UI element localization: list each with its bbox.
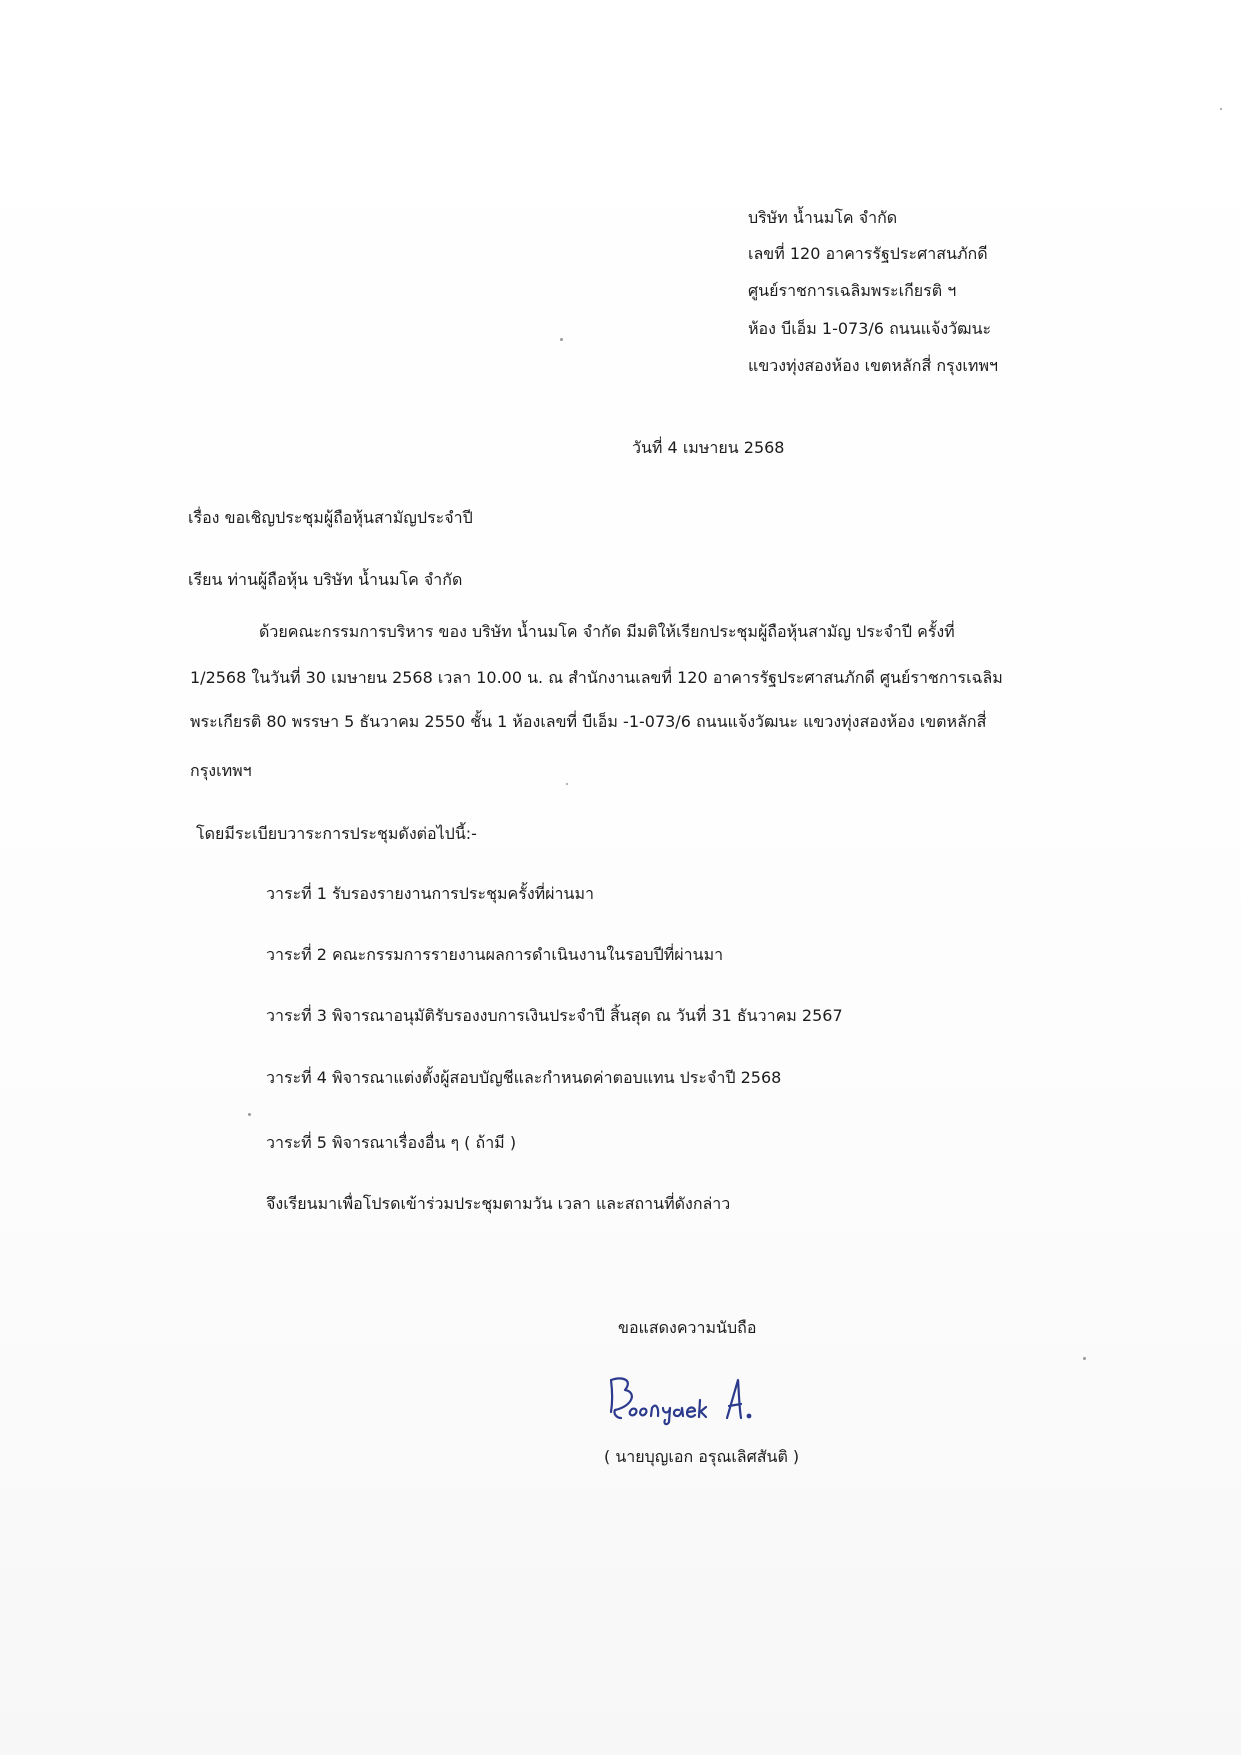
address-line-district: แขวงทุ่งสองห้อง เขตหลักสี่ กรุงเทพฯ (748, 356, 998, 375)
signer-name: ( นายบุญเอก อรุณเลิศสันติ ) (604, 1447, 800, 1466)
letter-subject: เรื่อง ขอเชิญประชุมผู้ถือหุ้นสามัญประจำปี (188, 508, 473, 527)
scan-speck (1220, 108, 1222, 110)
address-line-center: ศูนย์ราชการเฉลิมพระเกียรติ ฯ (748, 281, 957, 300)
letter-date: วันที่ 4 เมษายน 2568 (632, 438, 785, 457)
agenda-intro: โดยมีระเบียบวาระการประชุมดังต่อไปนี้:- (196, 824, 477, 843)
address-line-company: บริษัท น้ำนมโค จำกัด (748, 208, 898, 227)
address-line-room: ห้อง บีเอ็ม 1-073/6 ถนนแจ้งวัฒนะ (748, 319, 992, 338)
paragraph-line: 1/2568 ในวันที่ 30 เมษายน 2568 เวลา 10.00 น. ณ สำนักงานเลขที่ 120 อาคารรัฐประศาสนภักดี ศูนย์ราชการเฉลิม (190, 668, 1003, 687)
handwritten-signature (605, 1370, 765, 1430)
closing-regards: ขอแสดงความนับถือ (618, 1318, 757, 1337)
closing-request: จึงเรียนมาเพื่อโปรดเข้าร่วมประชุมตามวัน เวลา และสถานที่ดังกล่าว (266, 1194, 731, 1213)
paragraph-line: พระเกียรติ 80 พรรษา 5 ธันวาคม 2550 ชั้น 1 ห้องเลขที่ บีเอ็ม -1-073/6 ถนนแจ้งวัฒนะ แขวงทุ่งสองห้อง เขตหลักสี่ (190, 712, 987, 731)
agenda-item: วาระที่ 4 พิจารณาแต่งตั้งผู้สอบบัญชีและกำหนดค่าตอบแทน ประจำปี 2568 (266, 1068, 782, 1087)
letter-salutation: เรียน ท่านผู้ถือหุ้น บริษัท น้ำนมโค จำกัด (188, 570, 463, 589)
scan-speck (560, 338, 563, 341)
agenda-item: วาระที่ 3 พิจารณาอนุมัติรับรองงบการเงินประจำปี สิ้นสุด ณ วันที่ 31 ธันวาคม 2567 (266, 1006, 843, 1025)
agenda-item: วาระที่ 1 รับรองรายงานการประชุมครั้งที่ผ่านมา (266, 884, 595, 903)
agenda-item: วาระที่ 2 คณะกรรมการรายงานผลการดำเนินงานในรอบปีที่ผ่านมา (266, 945, 724, 964)
scan-speck (248, 1113, 251, 1116)
paragraph-line: กรุงเทพฯ (190, 761, 252, 780)
agenda-item: วาระที่ 5 พิจารณาเรื่องอื่น ๆ ( ถ้ามี ) (266, 1133, 517, 1152)
paragraph-line: ด้วยคณะกรรมการบริหาร ของ บริษัท น้ำนมโค จำกัด มีมติให้เรียกประชุมผู้ถือหุ้นสามัญ ประจำปี ครั้งที่ (259, 622, 955, 641)
address-line-building: เลขที่ 120 อาคารรัฐประศาสนภักดี (748, 244, 988, 263)
scan-speck (1083, 1357, 1086, 1360)
scan-speck (566, 783, 568, 785)
